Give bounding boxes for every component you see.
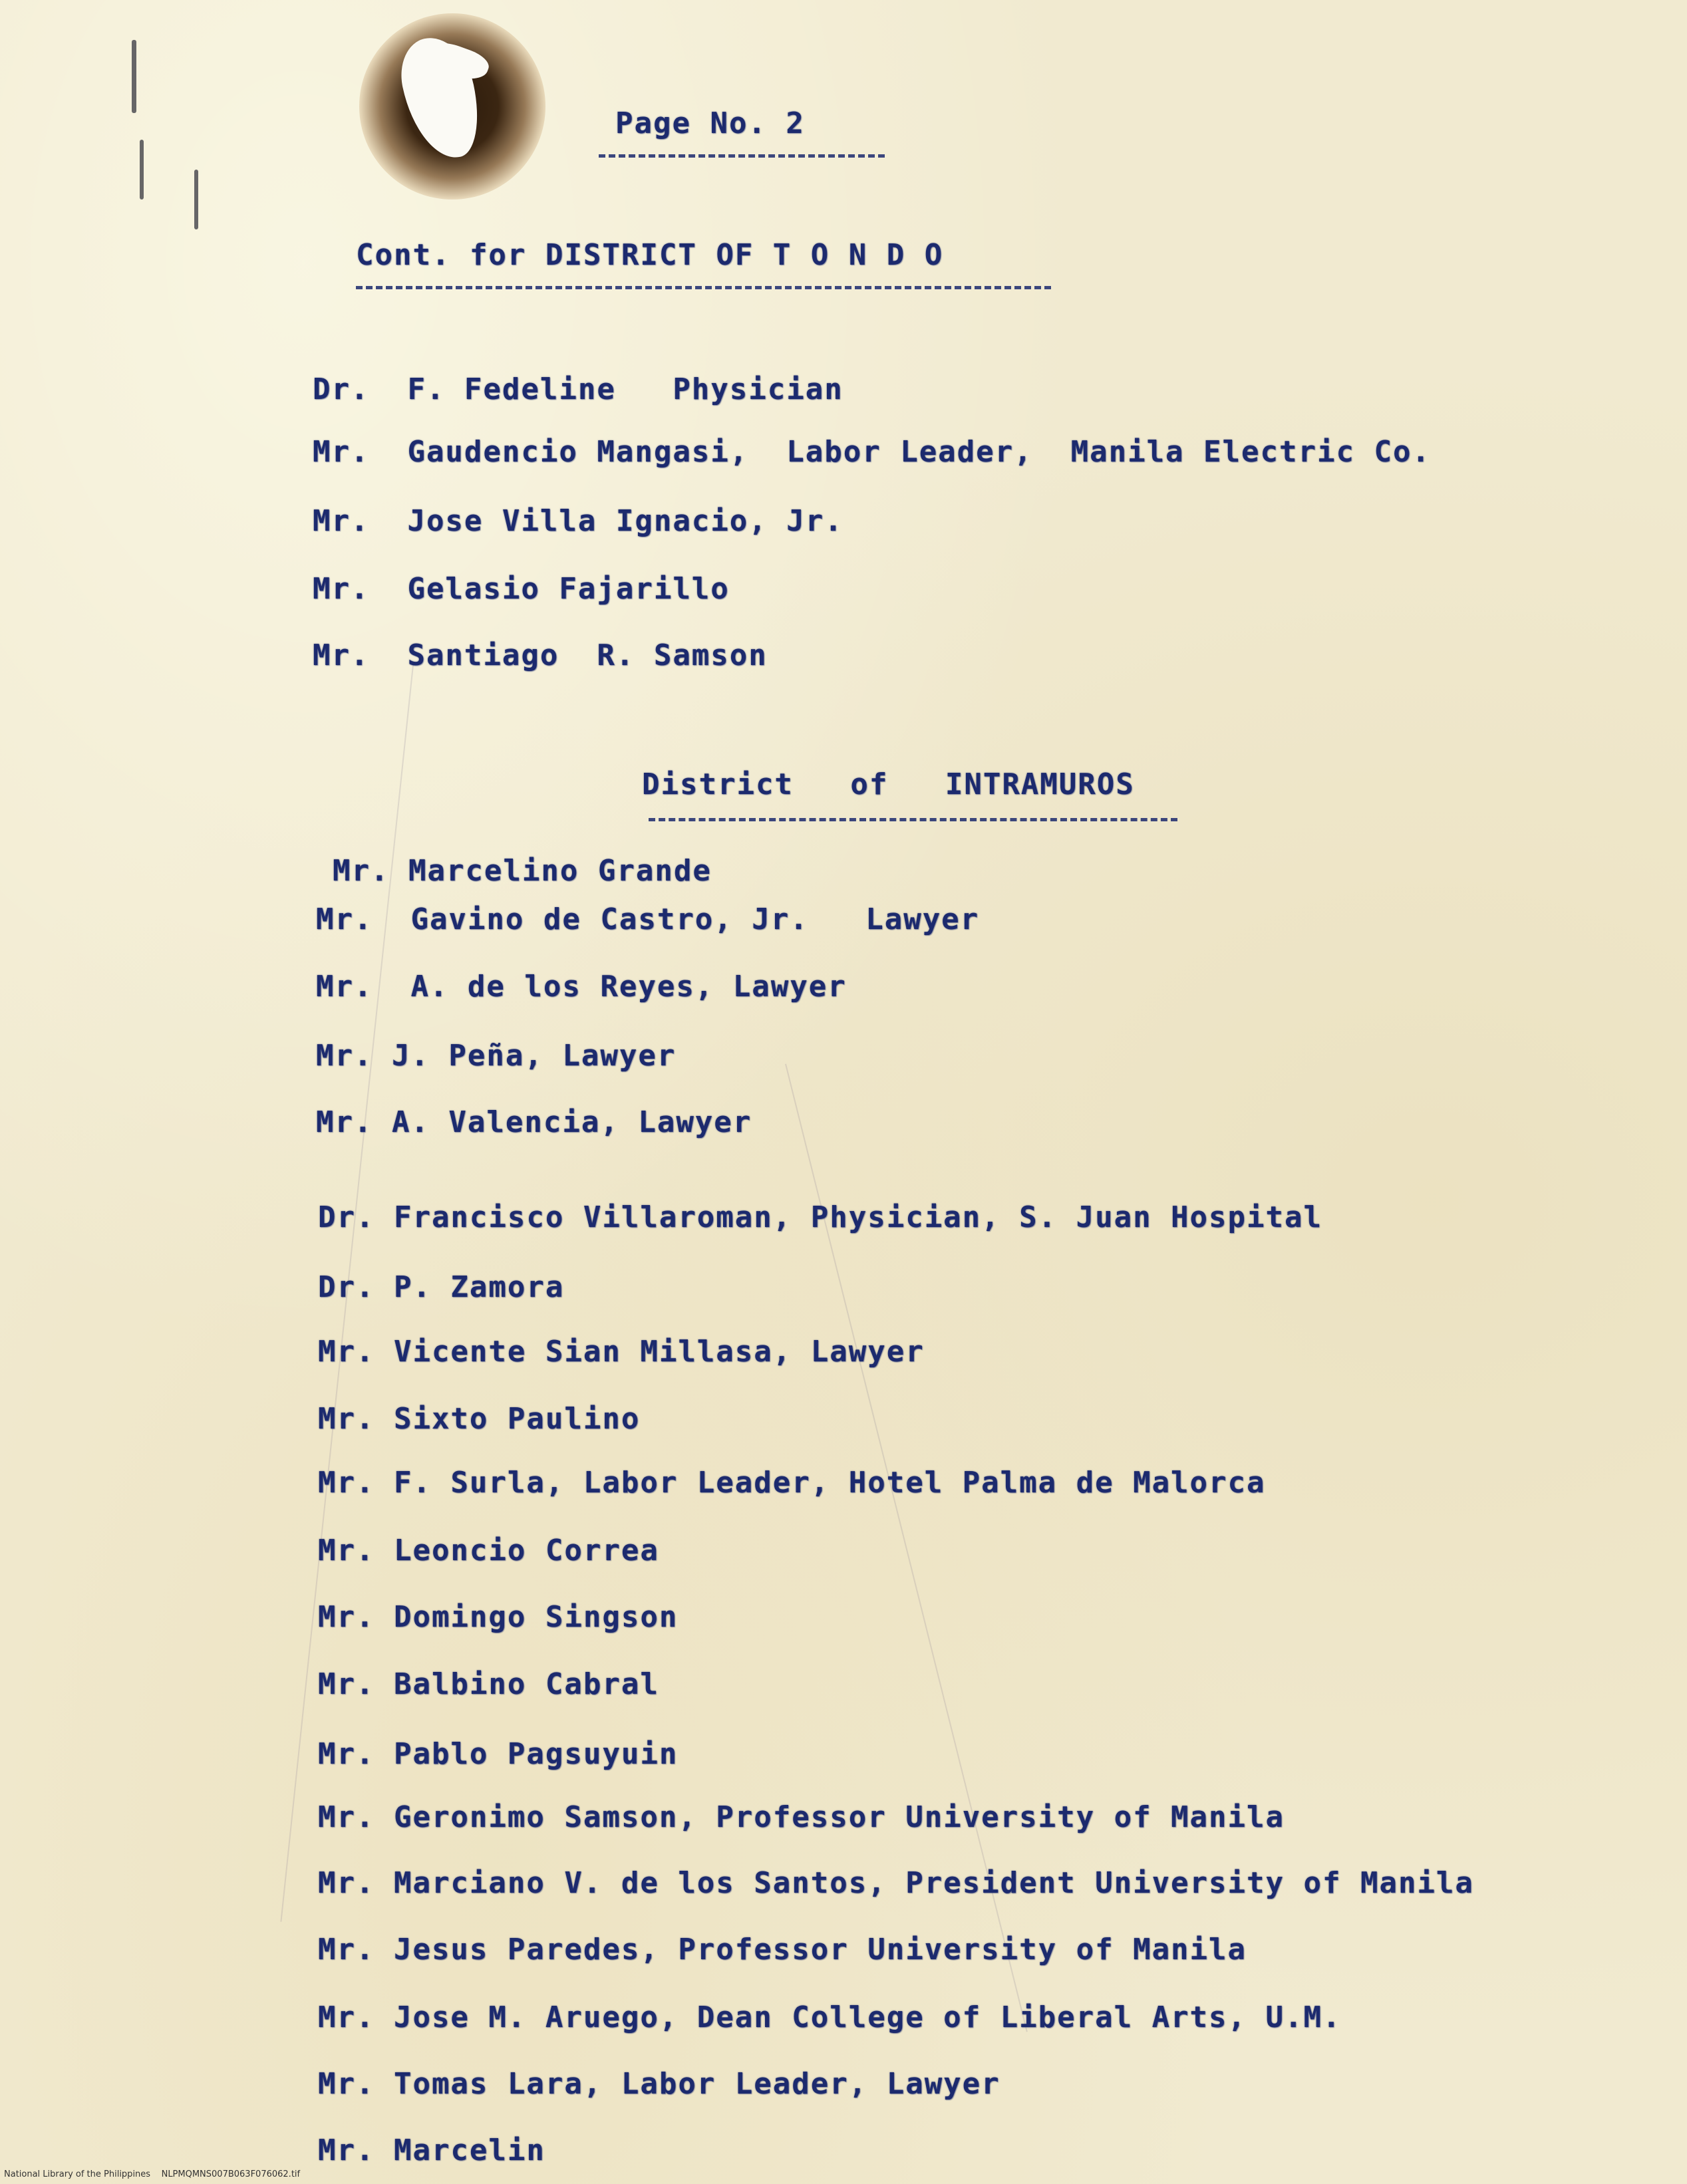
intramuros-entry: Mr. Leoncio Correa [318, 1534, 659, 1568]
intramuros-entry: Mr. Domingo Singson [318, 1600, 679, 1634]
intramuros-entry: Mr. A. Valencia, Lawyer [316, 1105, 752, 1139]
ink-mark [194, 170, 198, 229]
archive-footer: National Library of the Philippines NLPMQMNS007B063F076062.tif [4, 2169, 301, 2179]
intramuros-entry: Mr. Marcelino Grande [333, 854, 712, 888]
tondo-section-heading: Cont. for DISTRICT OF T O N D O [356, 238, 944, 272]
intramuros-entry: Mr. Jesus Paredes, Professor University of Manila [318, 1933, 1247, 1967]
ink-mark [140, 140, 144, 200]
intramuros-section-underline [649, 818, 1177, 821]
ink-mark [132, 40, 136, 113]
page-number-underline [599, 154, 885, 158]
intramuros-entry: Mr. Balbino Cabral [318, 1667, 659, 1701]
intramuros-entry: Mr. Gavino de Castro, Jr. Lawyer [316, 902, 980, 936]
tondo-section-underline [356, 286, 1051, 289]
intramuros-entry: Dr. Francisco Villaroman, Physician, S. Juan Hospital [318, 1200, 1322, 1234]
tondo-entry: Mr. Santiago R. Samson [313, 638, 768, 672]
intramuros-entry: Mr. Jose M. Aruego, Dean College of Liberal Arts, U.M. [318, 2000, 1342, 2034]
intramuros-entry: Dr. P. Zamora [318, 1270, 565, 1304]
intramuros-entry: Mr. Pablo Pagsuyuin [318, 1737, 679, 1771]
intramuros-entry: Mr. Marcelin [318, 2133, 545, 2167]
intramuros-entry: Mr. Sixto Paulino [318, 1402, 641, 1436]
intramuros-entry: Mr. A. de los Reyes, Lawyer [316, 970, 847, 1004]
page-number-heading: Page No. 2 [615, 106, 805, 140]
intramuros-entry: Mr. F. Surla, Labor Leader, Hotel Palma de Malorca [318, 1466, 1266, 1500]
tondo-entry: Dr. F. Fedeline Physician [313, 372, 844, 406]
intramuros-entry: Mr. Marciano V. de los Santos, President University of Manila [318, 1866, 1474, 1900]
intramuros-entry: Mr. J. Peña, Lawyer [316, 1039, 677, 1073]
intramuros-entry: Mr. Geronimo Samson, Professor University of Manila [318, 1800, 1285, 1834]
intramuros-section-heading: District of INTRAMUROS [642, 767, 1135, 801]
tondo-entry: Mr. Jose Villa Ignacio, Jr. [313, 504, 844, 538]
tondo-entry: Mr. Gaudencio Mangasi, Labor Leader, Manila Electric Co. [313, 435, 1431, 469]
intramuros-entry: Mr. Vicente Sian Millasa, Lawyer [318, 1335, 925, 1369]
intramuros-entry: Mr. Tomas Lara, Labor Leader, Lawyer [318, 2067, 1000, 2101]
tondo-entry: Mr. Gelasio Fajarillo [313, 572, 730, 606]
